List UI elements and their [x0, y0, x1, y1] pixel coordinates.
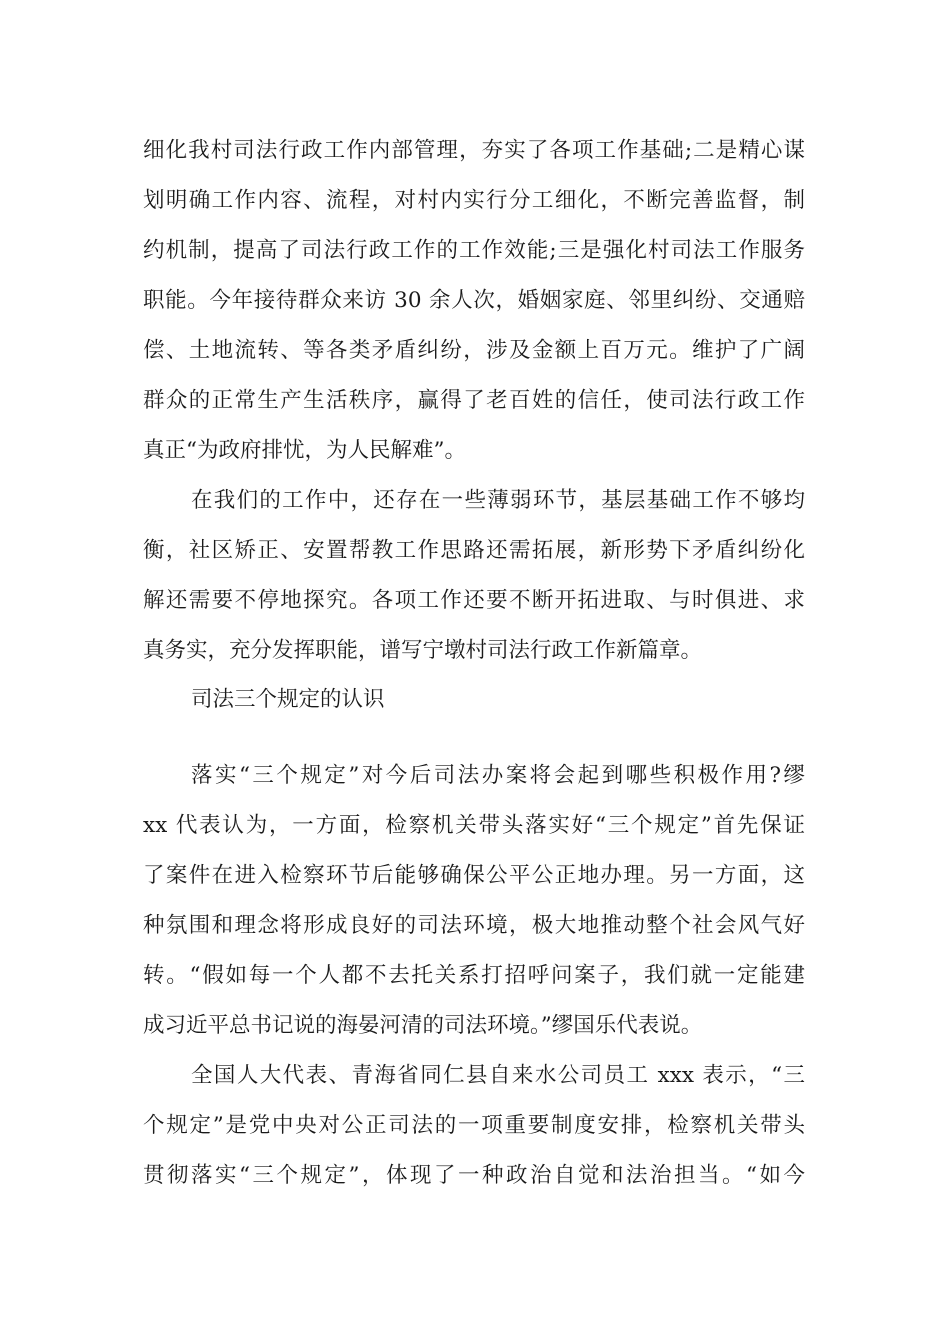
paragraph-3-line-1: 落实“三个规定”对今后司法办案将会起到哪些积极作用?缪: [191, 763, 805, 788]
paragraph-2-line-4: 真务实，充分发挥职能，谱写宁墩村司法行政工作新篇章。: [143, 638, 703, 663]
paragraph-3-line-2: xx 代表认为，一方面，检察机关带头落实好“三个规定”首先保证: [143, 813, 805, 838]
paragraph-1-line-3: 约机制，提高了司法行政工作的工作效能;三是强化村司法工作服务: [143, 238, 805, 263]
paragraph-4-line-3: 贯彻落实“三个规定”，体现了一种政治自觉和法治担当。“如今: [143, 1163, 805, 1188]
paragraph-4-line-2: 个规定”是党中央对公正司法的一项重要制度安排，检察机关带头: [143, 1113, 805, 1138]
paragraph-4-line-1: 全国人大代表、青海省同仁县自来水公司员工 xxx 表示，“三: [191, 1063, 805, 1088]
paragraph-1-line-5: 偿、土地流转、等各类矛盾纠纷，涉及金额上百万元。维护了广阔: [143, 338, 805, 363]
paragraph-3-line-6: 成习近平总书记说的海晏河清的司法环境。”缪国乐代表说。: [143, 1013, 703, 1038]
paragraph-1-line-7: 真正“为政府排忧，为人民解难”。: [143, 438, 466, 463]
paragraph-2-line-3: 解还需要不停地探究。各项工作还要不断开拓进取、与时俱进、求: [143, 588, 805, 613]
paragraph-1-line-2: 划明确工作内容、流程，对村内实行分工细化，不断完善监督，制: [143, 188, 805, 213]
paragraph-1-line-4: 职能。今年接待群众来访 30 余人次，婚姻家庭、邻里纠纷、交通赔: [143, 288, 805, 313]
paragraph-3-line-3: 了案件在进入检察环节后能够确保公平公正地办理。另一方面，这: [143, 863, 805, 888]
paragraph-2-line-1: 在我们的工作中，还存在一些薄弱环节，基层基础工作不够均: [191, 488, 805, 513]
section-heading: 司法三个规定的认识: [191, 687, 385, 712]
paragraph-1-line-6: 群众的正常生产生活秩序，赢得了老百姓的信任，使司法行政工作: [143, 388, 805, 413]
paragraph-3-line-4: 种氛围和理念将形成良好的司法环境，极大地推动整个社会风气好: [143, 913, 805, 938]
paragraph-2-line-2: 衡，社区矫正、安置帮教工作思路还需拓展，新形势下矛盾纠纷化: [143, 538, 805, 563]
paragraph-3-line-5: 转。“假如每一个人都不去托关系打招呼问案子，我们就一定能建: [143, 963, 805, 988]
paragraph-1-line-1: 细化我村司法行政工作内部管理，夯实了各项工作基础;二是精心谋: [143, 138, 805, 163]
